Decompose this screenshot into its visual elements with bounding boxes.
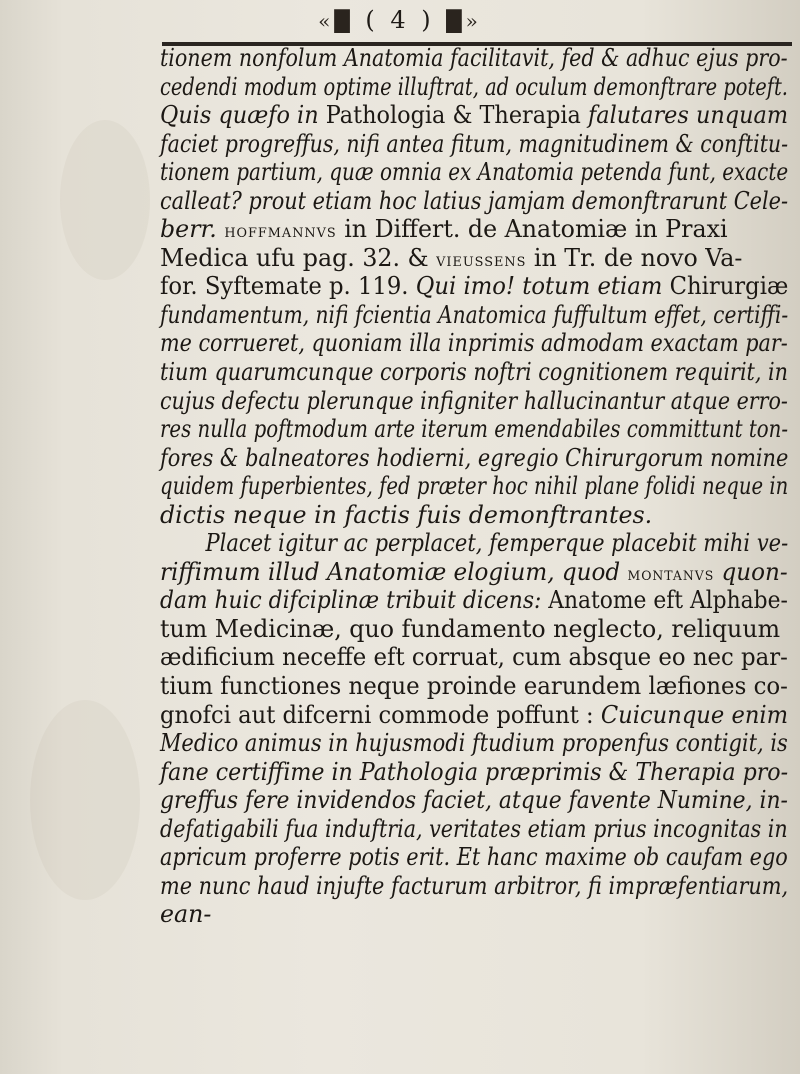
text-segment: in Tr. de novo Va- [526,243,743,272]
text-segment: res nulla poftmodum arte iterum emendabiles committunt ton- [160,415,789,444]
paper-stain [60,120,150,280]
text-segment: apricum proferre potis erit. Et hanc maxime ob caufam ego [160,843,788,872]
text-segment: fores & balneatores hodierni, egregio Chirurgorum nomine [160,443,789,472]
text-line [160,415,789,444]
text-line [160,386,788,416]
text-segment: montanvs [627,562,715,585]
text-segment: quidem fuperbientes, fed præter hoc nihil plane folidi neque in [160,472,789,501]
text-line [160,529,789,558]
text-line [160,700,789,730]
text-segment: for. Syftemate p. 119. [160,272,416,301]
text-segment: vieussens [436,248,527,271]
text-line [160,72,788,102]
text-segment: me corrueret, quoniam illa inprimis admodam exactam par- [160,329,788,358]
text-segment: cedendi modum optime illuftrat, ad oculum demonftrare poteft. [160,72,788,101]
text-segment: Chirurgiæ [669,272,789,301]
text-line [160,472,789,501]
text-segment: Placet igitur ac perplacet, femperque placebit mihi ve- [205,529,789,558]
text-segment: greffus fere invidendos faciet, atque favente Numine, in- [160,786,788,815]
text-segment: Medica ufu pag. 32. & [160,243,437,272]
text-line [160,300,789,330]
text-line [160,158,789,187]
text-line [160,443,789,473]
text-line [160,786,788,815]
text-segment: ædificium neceffe eft corruat, cum absque eo nec par- [160,643,788,672]
text-segment: dictis neque in factis fuis demonftrantes. [160,500,653,529]
text-segment: in Differt. de Anatomiæ in Praxi [336,215,728,244]
text-segment: hoffmannvs [224,220,337,243]
text-line [160,44,788,73]
text-line [160,129,789,159]
text-line [160,244,788,273]
text-line [160,101,789,130]
text-segment: tium functiones neque proinde earundem læfiones co- [160,672,788,701]
text-line [160,814,788,844]
text-line [160,615,788,644]
text-segment: defatigabili fua induftria, veritates etiam prius incognitas in [160,814,788,843]
text-line [160,557,788,587]
text-segment: Pathologia & Therapia [325,101,588,130]
text-segment: gnofci aut difcerni commode poffunt : [160,700,601,729]
text-segment: berr. [160,215,225,244]
page-number: ( 4 ) [365,6,435,34]
body-text [160,44,796,929]
text-segment: ean- [160,900,212,929]
text-segment: quon- [714,557,788,586]
text-segment: Medico animus in hujusmodi ftudium propenfus contigit, is [160,729,788,758]
text-line [160,272,789,301]
text-segment: calleat? prout etiam hoc latius jamjam demonftrarunt Cele- [160,186,789,215]
text-line [160,900,788,929]
text-line [160,358,788,387]
text-segment: Anatome eft Alphabe- [548,586,788,615]
text-segment: me nunc haud injufte facturum arbitror, fi impræfentiarum, [160,871,789,900]
text-line [160,843,788,872]
text-line [160,643,788,672]
text-segment: fundamentum, nifi fcientia Anatomica fuffultum effet, certiffi- [160,300,789,329]
text-line [160,729,788,758]
text-segment: tum Medicinæ, quo fundamento neglecto, reliquum [160,614,781,643]
text-line [160,501,788,530]
text-line [160,672,788,701]
text-segment: riffimum illud Anatomiæ elogium, quod [160,557,628,586]
text-line [160,871,789,901]
left-ornament: «█ [318,9,354,33]
right-ornament: █» [446,9,482,33]
text-segment: Cuicunque enim [600,700,789,729]
text-segment: dam huic difciplinæ tribuit dicens: [160,586,549,615]
text-line [160,329,788,358]
text-segment: Qui imo! totum etiam [415,272,670,301]
text-segment: falutares unquam [587,101,789,130]
text-line [160,757,789,787]
text-line [160,186,789,216]
text-segment: fane certiffime in Pathologia præprimis & Therapia pro- [160,757,789,786]
paper-stain [30,700,140,900]
text-segment: tionem nonfolum Anatomia facilitavit, fed & adhuc ejus pro- [160,44,788,72]
text-segment: tionem partium, quæ omnia ex Anatomia petenda funt, exacte [160,158,789,187]
text-segment: faciet progreffus, nifi antea fitum, magnitudinem & conftitu- [160,129,789,158]
text-line [160,586,788,615]
text-segment: Quis quæfo in [160,101,326,130]
page-header [160,6,640,40]
text-segment: cujus defectu plerunque infigniter hallucinantur atque erro- [160,386,788,415]
text-line [160,215,788,244]
text-segment: tium quarumcunque corporis noftri cognitionem requirit, in [160,358,788,387]
